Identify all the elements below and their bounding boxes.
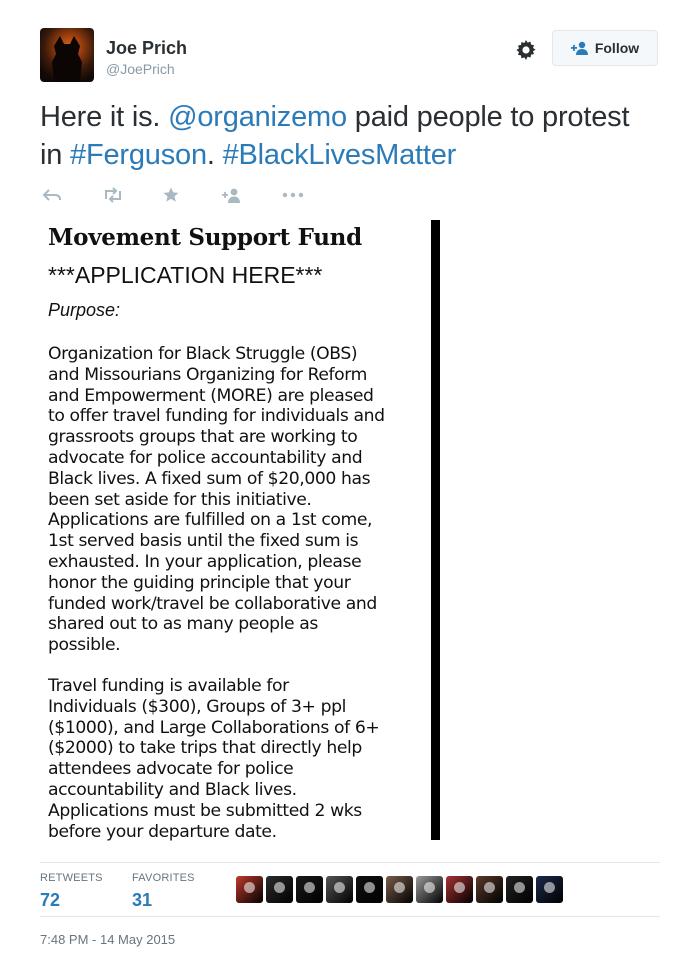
tweet-text-segment: paid people to protest in [40, 101, 630, 171]
retweets-count: 72 [40, 890, 61, 910]
favoriter-avatar[interactable] [476, 876, 503, 903]
more-dots-icon [282, 192, 304, 198]
favoriter-avatar[interactable] [536, 876, 563, 903]
user-name[interactable]: Joe Prich [106, 38, 188, 58]
document-title: Movement Support Fund [48, 224, 362, 251]
favoriter-avatar[interactable] [446, 876, 473, 903]
tweet-timestamp[interactable]: 7:48 PM - 14 May 2015 [40, 932, 176, 947]
follow-label: Follow [594, 40, 640, 56]
avatar-figure-icon [484, 882, 495, 893]
reply-icon [42, 187, 62, 203]
reply-button[interactable] [42, 184, 102, 206]
document-paragraph-2: Travel funding is available for Individuals ($300), Groups of 3+ ppl ($1000), and Large Collaborations of 6+ ($2000) to take trips that directly help attendees advocate for police accountability and Black lives. Applications must be submitted 2 wks before your departure date. [48, 676, 380, 842]
avatar-figure-icon [544, 882, 555, 893]
tweet-header [40, 28, 660, 84]
avatar-figure-icon [244, 882, 255, 893]
favorites-stat[interactable] [132, 872, 195, 911]
document-purpose-label: Purpose: [48, 300, 121, 320]
tweet-text [40, 98, 640, 174]
retweet-icon [102, 187, 124, 203]
divider [40, 862, 660, 863]
add-user-icon [222, 187, 242, 203]
favorites-label: FAVORITES [132, 872, 195, 884]
favoriter-avatar[interactable] [386, 876, 413, 903]
follow-user-action[interactable] [222, 184, 282, 206]
favoriter-avatar[interactable] [236, 876, 263, 903]
favoriter-avatar[interactable] [416, 876, 443, 903]
add-user-icon [571, 41, 589, 55]
avatar-figure-icon [364, 882, 375, 893]
favoriter-avatar[interactable] [356, 876, 383, 903]
gear-icon[interactable] [514, 38, 538, 62]
user-handle[interactable]: @JoePrich [106, 61, 175, 77]
retweets-label: RETWEETS [40, 872, 103, 884]
favoriter-avatar[interactable] [506, 876, 533, 903]
avatar-figure-icon [424, 882, 435, 893]
user-avatar[interactable] [40, 28, 94, 82]
more-button[interactable] [282, 184, 342, 206]
avatar-figure-icon [274, 882, 285, 893]
avatar-silhouette-icon [40, 28, 94, 82]
avatar-figure-icon [394, 882, 405, 893]
document-paragraph-1: Organization for Black Struggle (OBS) and Missourians Organizing for Reform and Empowerment (MORE) are pleased to offer travel funding for individuals and grassroots groups that are working to advocate for police accountability and Black lives. A fixed sum of $20,000 has been set aside for this initiative. Applications are fulfilled on a 1st come, 1st served basis until the fixed sum is exhausted. In your application, please honor the guiding principle that your funded work/travel be collaborative and shared out to as many people as possible. [48, 344, 385, 656]
hashtag-ferguson-link[interactable]: #Ferguson [70, 139, 207, 171]
tweet-actions [42, 184, 342, 206]
avatar-figure-icon [454, 882, 465, 893]
document-vertical-bar [431, 220, 440, 840]
retweet-button[interactable] [102, 184, 162, 206]
star-icon [162, 186, 180, 204]
favorites-count: 31 [132, 890, 153, 910]
tweet-text-segment: . [206, 139, 223, 171]
divider [40, 916, 660, 917]
hashtag-blacklivesmatter-link[interactable]: #BlackLivesMatter [222, 139, 457, 171]
attached-document-image[interactable] [40, 218, 450, 843]
mention-link[interactable]: @organizemo [168, 101, 347, 133]
favorite-button[interactable] [162, 184, 222, 206]
avatar-figure-icon [304, 882, 315, 893]
tweet-text-segment: Here it is. [40, 101, 169, 133]
avatar-figure-icon [514, 882, 525, 893]
favoriter-avatar[interactable] [296, 876, 323, 903]
follow-button[interactable] [552, 30, 658, 66]
avatar-figure-icon [334, 882, 345, 893]
retweets-stat[interactable] [40, 872, 103, 911]
favoriter-avatar[interactable] [266, 876, 293, 903]
document-subtitle: ***APPLICATION HERE*** [48, 262, 323, 288]
favoriter-avatar[interactable] [326, 876, 353, 903]
favoriters-list [236, 876, 563, 903]
